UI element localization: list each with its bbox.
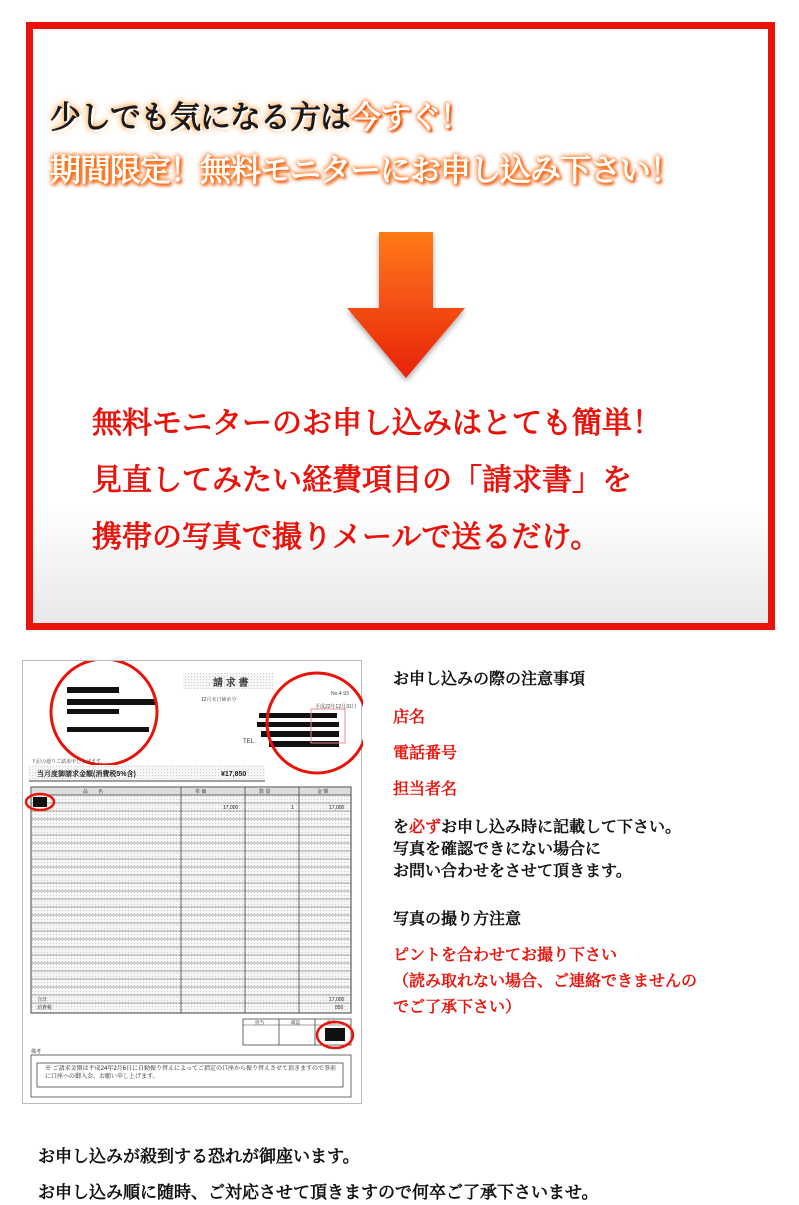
footer-line-1: お申し込みが殺到する恐れが御座います。: [38, 1147, 360, 1167]
invoice-sample-image: [22, 660, 362, 1104]
notes-text-1-red: 必ず: [409, 817, 442, 836]
invoice-col-amount: 金 額: [317, 789, 329, 795]
invoice-period: 12月末日締め分: [201, 697, 237, 703]
invoice-stamp-3: 検印: [327, 1020, 336, 1025]
notes-text-1-pre: を: [393, 817, 410, 836]
invoice-tel: TEL: [243, 739, 255, 745]
invoice-notes-label: 備考: [31, 1049, 42, 1055]
invoice-stamp-2: 確認: [291, 1020, 300, 1025]
photo-heading: 写真の撮り方注意: [393, 909, 522, 928]
body-line-1: 無料モニターのお申し込みはとても簡単！: [92, 406, 662, 441]
invoice-col-item: 品 名: [83, 789, 104, 795]
invoice-sum-label: 合計: [37, 997, 48, 1003]
notes-text-1: [393, 814, 681, 837]
invoice-note: ※ ご請求金額は平成24年2月6日に自動振り替えによってご指定の口座から振り替えさせて頂きますので事前に口座への御入金、お願い申し上げます。: [45, 1066, 337, 1080]
invoice-total-value: ¥17,850: [221, 771, 247, 778]
body-line-3: 携帯の写真で撮りメールで送るだけ。: [92, 520, 601, 555]
notes-item-phone: 電話番号: [393, 743, 458, 762]
down-arrow-icon: [345, 232, 467, 382]
headline-line-1-accent: 今すぐ！: [350, 100, 470, 136]
notes-text-3: お問い合わせをさせて頂きます。: [393, 861, 632, 880]
invoice-tax-value: 850: [335, 1005, 344, 1011]
photo-note-3: でご了承下さい）: [393, 997, 522, 1016]
notes-item-contact: 担当者名: [393, 779, 458, 798]
notes-text-1-post: お申し込み時に記載して下さい。: [441, 817, 682, 836]
invoice-date: 平成22年12月31日: [315, 704, 357, 710]
headline-line-1-main: 少しでも気になる方は: [50, 100, 350, 136]
invoice-row1-unit: 17,000: [223, 805, 239, 811]
invoice-stamp-1: 担当: [255, 1020, 264, 1025]
invoice-row1-qty: 1: [291, 805, 294, 811]
headline-line-1: [50, 92, 470, 137]
invoice-intro: 下記の通りご請求申し上げます。: [31, 759, 106, 765]
invoice-col-unit: 単 価: [195, 789, 207, 795]
invoice-row1-amount: 17,000: [329, 805, 345, 811]
photo-note-1: ピントを合わせてお撮り下さい: [393, 945, 618, 964]
footer-line-2: お申し込み順に随時、ご対応させて頂きますので何卒ご了承下さいませ。: [38, 1183, 599, 1203]
notes-item-shop-name: 店名: [393, 707, 426, 726]
photo-note-2: （読み取れない場合、ご連絡できませんの: [393, 971, 698, 990]
notes-text-2: 写真を確認できにない場合に: [393, 839, 602, 858]
body-line-2: 見直してみたい経費項目の「請求書」を: [92, 463, 632, 498]
invoice-tax-label: 消費税: [37, 1005, 53, 1011]
invoice-number: No.4-93: [331, 691, 349, 697]
invoice-col-qty: 数 量: [259, 789, 271, 795]
invoice-sum-value: 17,000: [329, 997, 345, 1003]
invoice-title: 請 求 書: [213, 678, 249, 689]
invoice-total-label: 当月度御請求金額(消費税5%含): [37, 771, 136, 778]
headline-line-2: 期間限定！無料モニターにお申し込み下さい！: [50, 153, 680, 189]
notes-heading: お申し込みの際の注意事項: [393, 669, 586, 688]
